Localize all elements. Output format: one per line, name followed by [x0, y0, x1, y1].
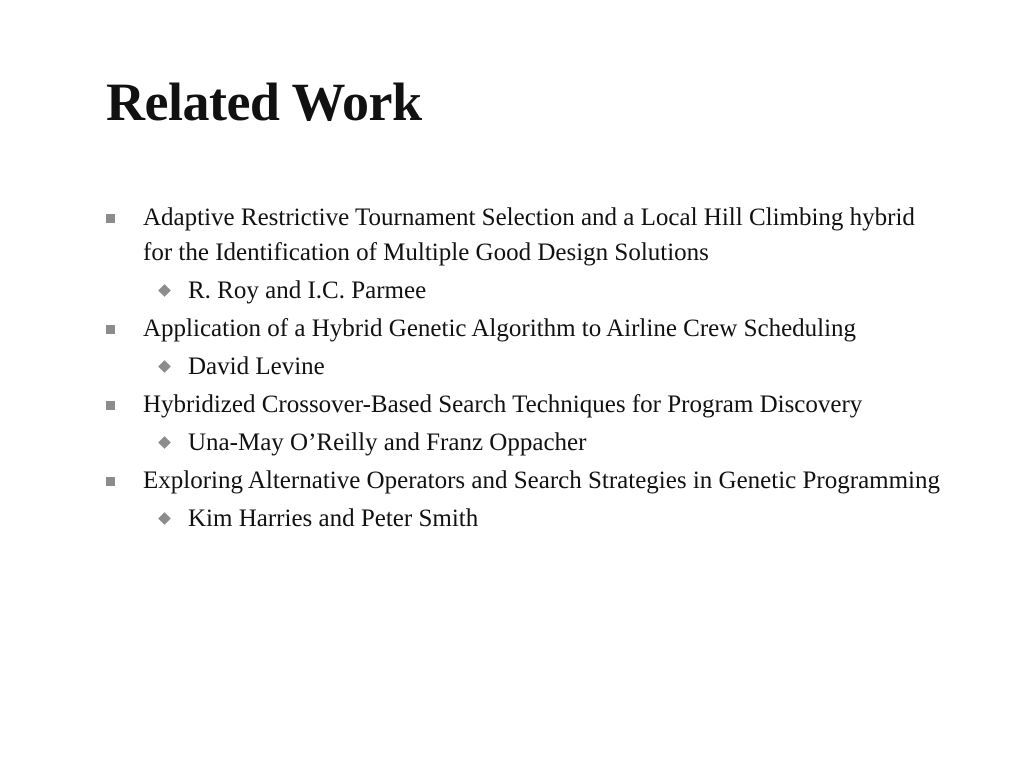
bullet-item: [106, 311, 946, 346]
square-bullet-icon: [106, 477, 115, 486]
sub-bullet-text: Kim Harries and Peter Smith: [188, 505, 479, 532]
list-item: [106, 311, 946, 382]
bullet-item: [106, 200, 946, 270]
sub-bullet-text: R. Roy and I.C. Parmee: [188, 277, 427, 304]
sub-bullet-item: [106, 275, 946, 306]
sub-bullet-item: [106, 503, 946, 534]
sub-bullet-text: Una-May O’Reilly and Franz Oppacher: [188, 429, 587, 456]
sub-bullet-item: [106, 427, 946, 458]
list-item: [106, 200, 946, 306]
bullet-list: [106, 200, 946, 539]
square-bullet-icon: [106, 325, 115, 334]
diamond-bullet-icon: [158, 360, 171, 373]
sub-bullet-item: [106, 351, 946, 382]
bullet-text: Adaptive Restrictive Tournament Selection and a Local Hill Climbing hybrid for the Identification of Multiple Good Design Solutions: [143, 204, 915, 266]
list-item: [106, 387, 946, 458]
diamond-bullet-icon: [158, 284, 171, 297]
slide-title: Related Work: [106, 72, 422, 132]
bullet-item: [106, 387, 946, 422]
sub-bullet-text: David Levine: [188, 353, 325, 380]
bullet-text: Exploring Alternative Operators and Search Strategies in Genetic Programming: [143, 467, 940, 494]
square-bullet-icon: [106, 214, 115, 223]
bullet-item: [106, 463, 946, 498]
diamond-bullet-icon: [158, 436, 171, 449]
square-bullet-icon: [106, 401, 115, 410]
bullet-text: Hybridized Crossover-Based Search Techniques for Program Discovery: [143, 391, 863, 418]
list-item: [106, 463, 946, 534]
bullet-text: Application of a Hybrid Genetic Algorithm to Airline Crew Scheduling: [143, 315, 857, 342]
diamond-bullet-icon: [158, 512, 171, 525]
